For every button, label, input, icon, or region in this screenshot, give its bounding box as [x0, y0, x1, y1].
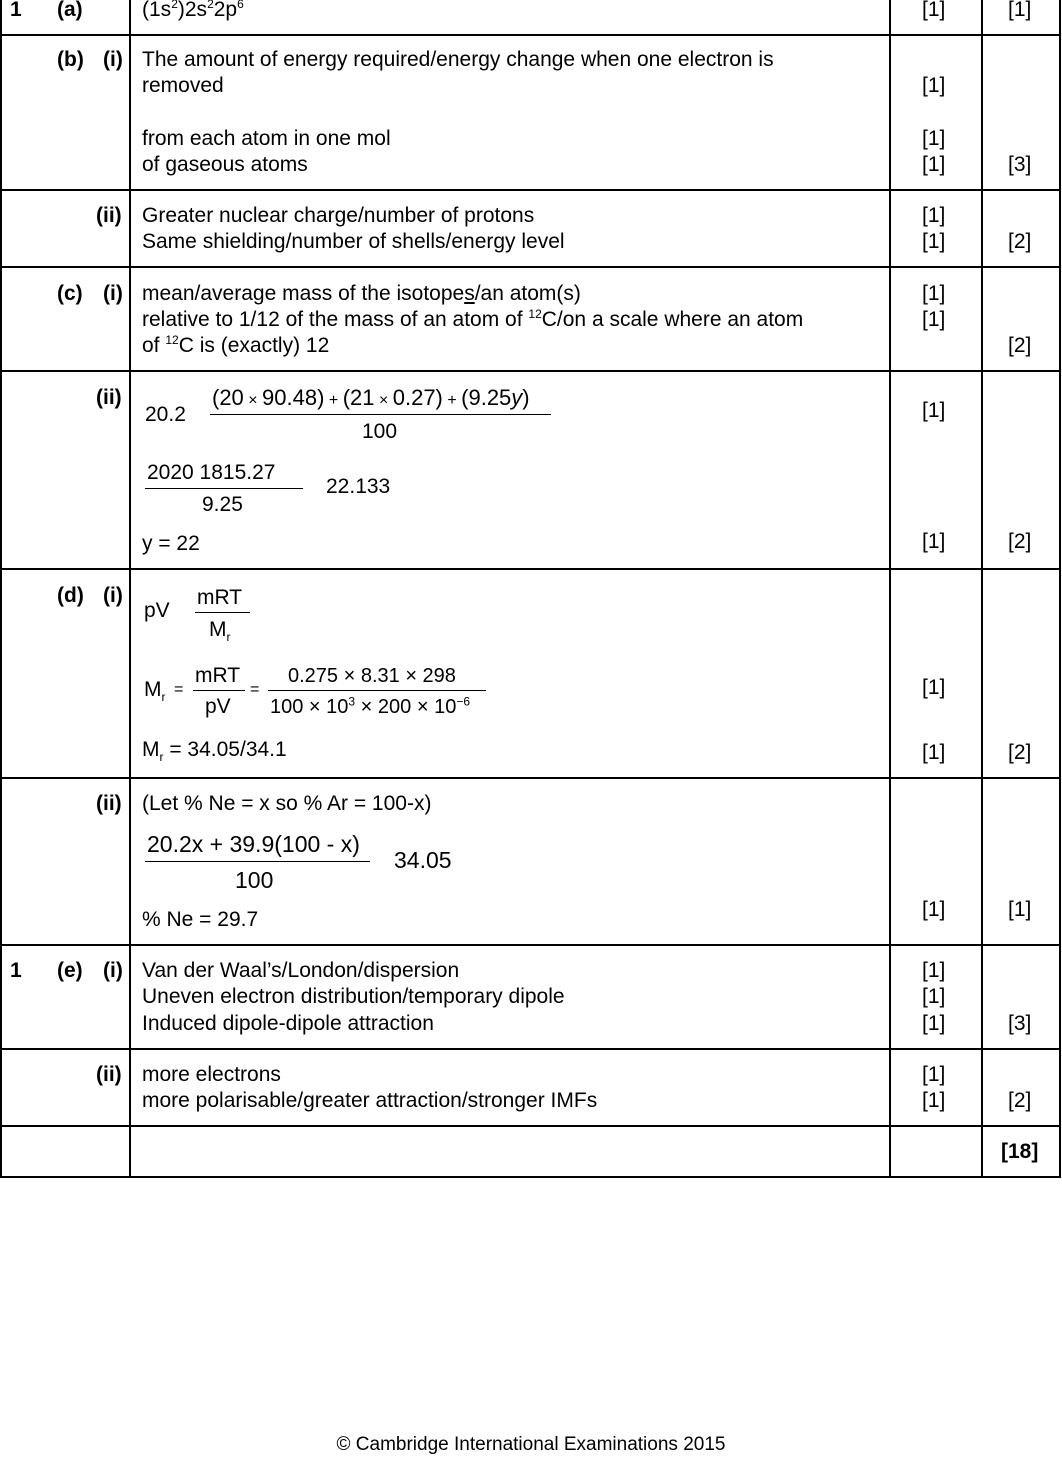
grid-vline [889, 0, 891, 1178]
fraction-denominator: 9.25 [202, 493, 243, 516]
fraction-numerator: (20 × 90.48) + (21 × 0.27) + (9.25y) [212, 385, 530, 410]
subpart-label: (i) [103, 282, 123, 305]
fraction-bar [210, 414, 551, 415]
answer-line: Uneven electron distribution/temporary dipole [142, 985, 565, 1008]
mark: [1] [922, 399, 946, 422]
answer-line: more polarisable/greater attraction/stronger IMFs [142, 1089, 598, 1112]
answer-line: (Let % Ne = x so % Ar = 100-x) [142, 792, 432, 815]
total-mark: [2] [1008, 334, 1032, 357]
answer-line: more electrons [142, 1063, 281, 1086]
mark: [1] [922, 898, 946, 921]
subpart-label: (ii) [96, 1063, 122, 1086]
subpart-label: (ii) [96, 386, 122, 409]
mark: [1] [922, 676, 946, 699]
answer-line: Greater nuclear charge/number of protons [142, 204, 535, 227]
mark: [1] [922, 153, 946, 176]
grid-hline [0, 944, 1060, 946]
answer-line: from each atom in one mol [142, 127, 391, 150]
subpart-label: (i) [103, 48, 123, 71]
part-label: (b) [57, 48, 84, 71]
equation-lhs: 20.2 [145, 403, 186, 426]
answer-line: removed [142, 74, 224, 97]
grid-hline [0, 370, 1060, 372]
answer-line: of gaseous atoms [142, 153, 308, 176]
answer-line: $M_r = 34.05/34.1$ [142, 738, 287, 765]
answer-line: relative to 1/12 of the mass of an atom of $^{12}$C/on a scale where an atom [142, 307, 804, 331]
fraction-numerator: 2020 1815.27 [147, 461, 276, 484]
fraction-numerator: mRT [195, 664, 241, 687]
answer-line: Induced dipole-dipole attraction [142, 1012, 434, 1035]
part-label: (d) [57, 584, 84, 607]
grid-hline [0, 34, 1060, 36]
part-label: (a) [57, 0, 83, 21]
answer-line: % Ne = 29.7 [142, 908, 259, 931]
mark: [1] [922, 230, 946, 253]
mark: [1] [922, 127, 946, 150]
fraction-numerator: mRT [197, 586, 243, 609]
total-mark: [2] [1008, 530, 1032, 553]
fraction-bar [145, 861, 370, 862]
answer-text: $(1s^2)2s^22p^6$ [142, 0, 244, 21]
mark: [1] [922, 530, 946, 553]
fraction-denominator: pV [205, 695, 231, 718]
total-mark: [3] [1008, 153, 1032, 176]
answer-line: of $^{12}$C is (exactly) 12 [142, 333, 330, 357]
total-mark: [2] [1008, 1089, 1032, 1112]
grid-hline [0, 1125, 1060, 1127]
equation-lhs: $M_r$ [144, 678, 166, 705]
fraction-numerator: 0.275 × 8.31 × 298 [288, 665, 456, 687]
fraction-bar [193, 690, 245, 691]
mark: [1] [922, 985, 946, 1008]
fraction-numerator: 20.2x + 39.9(100 - x) [147, 831, 360, 857]
grid-vline [981, 0, 983, 1178]
copyright-footer: © Cambridge International Examinations 2015 [336, 1434, 726, 1455]
grid-vline [129, 0, 131, 1178]
fraction-bar [195, 612, 250, 613]
mark: [1] [922, 74, 946, 97]
equals-sign: = [174, 681, 184, 698]
fraction-denominator: $M_r$ [209, 618, 231, 645]
fraction-bar [268, 690, 486, 691]
answer-line: y = 22 [142, 532, 200, 555]
subpart-label: (ii) [96, 792, 122, 815]
mark: [1] [922, 741, 946, 764]
grid-vline [1059, 0, 1061, 1178]
mark: [1] [922, 0, 946, 21]
mark: [1] [922, 204, 946, 227]
subpart-label: (i) [103, 959, 123, 982]
answer-line: Van der Waal’s/London/dispersion [142, 959, 460, 982]
fraction-denominator: 100 [235, 867, 274, 893]
subpart-label: (i) [103, 584, 123, 607]
grid-hline [0, 568, 1060, 570]
result-value: 22.133 [326, 475, 391, 498]
answer-line: Same shielding/number of shells/energy level [142, 230, 565, 253]
answer-line: mean/average mass of the isotopes/an atom(s) [142, 282, 581, 305]
part-label: (c) [57, 282, 83, 305]
total-mark: [1] [1008, 898, 1032, 921]
mark: [1] [922, 959, 946, 982]
equation-lhs: pV [144, 599, 170, 622]
grid-hline [0, 266, 1060, 268]
grid-hline [0, 1176, 1060, 1178]
total-mark: [3] [1008, 1012, 1032, 1035]
total-mark: [2] [1008, 230, 1032, 253]
total-mark: [2] [1008, 741, 1032, 764]
grid-hline [0, 1048, 1060, 1050]
mark: [1] [922, 1063, 946, 1086]
question-number: 1 [10, 959, 22, 982]
mark: [1] [922, 282, 946, 305]
subpart-label: (ii) [96, 204, 122, 227]
mark: [1] [922, 1089, 946, 1112]
total-mark: [1] [1008, 0, 1032, 21]
question-number: 1 [10, 0, 22, 21]
grid-hline [0, 189, 1060, 191]
equals-sign: = [250, 681, 260, 698]
fraction-denominator: 100 [362, 420, 398, 443]
grand-total: [18] [1001, 1140, 1039, 1163]
mark: [1] [922, 308, 946, 331]
result-value: 34.05 [394, 847, 452, 873]
grid-hline [0, 777, 1060, 779]
mark: [1] [922, 1012, 946, 1035]
part-label: (e) [57, 959, 83, 982]
grid-vline [0, 0, 2, 1178]
answer-line: The amount of energy required/energy change when one electron is [142, 48, 774, 71]
fraction-bar [145, 488, 303, 489]
fraction-denominator: $100 \times 10^3 \times 200 \times 10^{-6}$ [270, 694, 470, 718]
